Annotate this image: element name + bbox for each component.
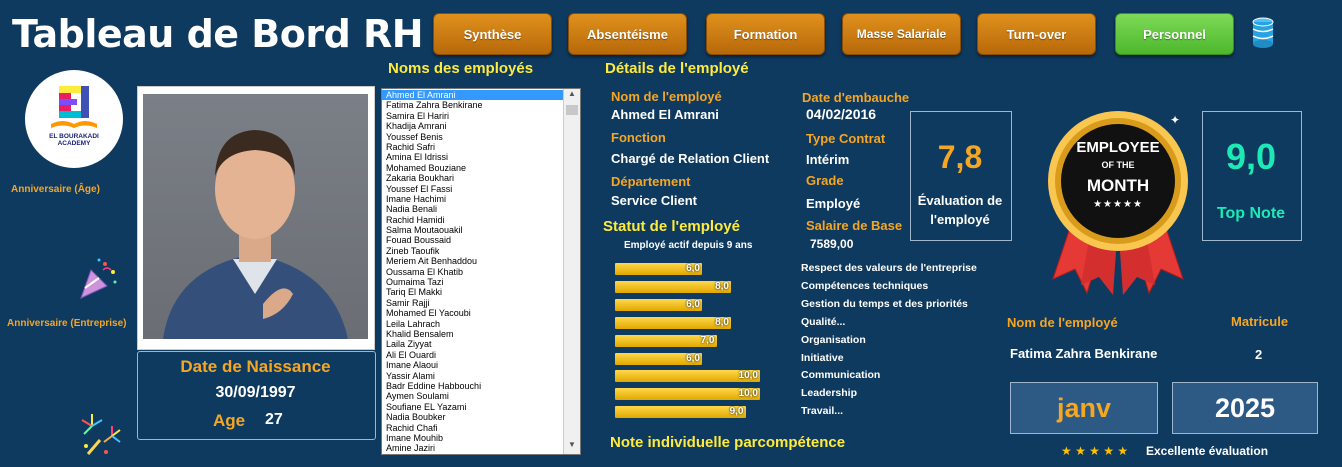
month-selector[interactable]: janv: [1010, 382, 1158, 434]
employee-list-item[interactable]: Tariq El Makki: [386, 287, 443, 298]
employee-list-item[interactable]: Amina El Idrissi: [386, 152, 449, 163]
anniversary-age-label: Anniversaire (Âge): [11, 184, 100, 195]
chart-category-label: Initiative: [801, 351, 844, 364]
rating-stars: ★ ★ ★ ★ ★: [1061, 444, 1129, 458]
chart-category-label: Compétences techniques: [801, 279, 929, 292]
grade-value: Employé: [806, 196, 861, 211]
sparkle-icon: ✦: [1170, 113, 1181, 127]
year-selector[interactable]: 2025: [1172, 382, 1318, 434]
evaluation-label: Évaluation de l'employé: [917, 193, 1003, 227]
matricule-value: 2: [1255, 347, 1263, 362]
employee-list-item[interactable]: Rachid Safri: [386, 141, 436, 152]
employee-list-item[interactable]: Badr Eddine Habbouchi: [386, 380, 482, 391]
nav-synthese-button[interactable]: Synthèse: [433, 13, 552, 55]
scroll-thumb[interactable]: [566, 105, 578, 115]
chart-category-label: Qualité...: [801, 315, 846, 328]
chart-bar-value: 6,0: [686, 298, 700, 310]
employee-list-item[interactable]: Khalid Bensalem: [386, 328, 454, 339]
chart-category-label: Communication: [801, 369, 881, 382]
chart-bar-row: [615, 281, 731, 293]
employee-list-item[interactable]: Imane Mouhib: [386, 432, 444, 443]
employee-list-item[interactable]: Mohamed El Yacoubi: [386, 308, 471, 319]
age-label: Age: [213, 411, 246, 430]
chart-bar-value: 6,0: [686, 352, 700, 364]
chart-category-label: Organisation: [801, 333, 866, 346]
chart-category-label: Leadership: [801, 387, 858, 400]
employee-list-item[interactable]: Ali El Ouardi: [386, 349, 437, 360]
employee-list-item[interactable]: Youssef El Fassi: [386, 183, 453, 194]
chart-bar-value: 9,0: [729, 406, 744, 418]
employee-list-item[interactable]: Salma Moutaouakil: [386, 225, 463, 236]
name-label: Nom de l'employé: [611, 89, 722, 104]
name-value: Ahmed El Amrani: [611, 107, 719, 122]
nav-formation-button[interactable]: Formation: [706, 13, 825, 55]
month-name-label: Nom de l'employé: [1007, 315, 1118, 330]
chart-category-label: Gestion du temps et des priorités: [801, 297, 968, 310]
fonction-value: Chargé de Relation Client: [611, 151, 770, 166]
employee-list-item[interactable]: Zakaria Boukhari: [386, 173, 455, 184]
logo-text: EL BOURAKADI ACADEMY: [49, 133, 99, 147]
chart-bar-row: [615, 370, 760, 382]
employee-list-item[interactable]: Soufiane EL Yazami: [386, 401, 467, 412]
contract-value: Intérim: [806, 152, 850, 167]
employee-list-item[interactable]: Nadia Benali: [386, 204, 438, 215]
department-value: Service Client: [611, 193, 697, 208]
chart-bar-row: [615, 317, 731, 329]
chart-bar: [615, 263, 702, 275]
employee-list-item[interactable]: Fouad Boussaid: [386, 235, 452, 246]
listbox-scrollbar[interactable]: [563, 89, 580, 454]
month-employee-name: Fatima Zahra Benkirane: [1010, 346, 1158, 361]
employee-list-item[interactable]: Zineb Taoufik: [386, 245, 440, 256]
nav-masse-salariale-button[interactable]: Masse Salariale: [842, 13, 961, 55]
chart-bar-row: [615, 353, 702, 365]
chart-bar-value: 10,0: [738, 388, 758, 400]
nav-personnel-button[interactable]: Personnel: [1115, 13, 1234, 55]
matricule-label: Matricule: [1231, 314, 1289, 329]
employee-list-title: Noms des employés: [388, 60, 534, 77]
badge-line1: EMPLOYEE: [1076, 139, 1160, 156]
employee-list-item[interactable]: Laila Ziyyat: [386, 339, 432, 350]
employee-list-item[interactable]: Yassir Alami: [386, 370, 435, 381]
chart-bar-row: [615, 335, 717, 347]
employee-list-item[interactable]: Samir Rajji: [386, 297, 430, 308]
chart-bar: [615, 353, 702, 365]
hire-date-label: Date d'embauche: [802, 90, 910, 105]
employee-list-item[interactable]: Nadia Boubker: [386, 412, 446, 423]
chart-bar-row: [615, 299, 702, 311]
fonction-label: Fonction: [611, 130, 666, 145]
party-popper-icon: [75, 256, 121, 307]
database-icon[interactable]: [1251, 17, 1275, 54]
chart-category-label: Respect des valeurs de l'entreprise: [801, 262, 977, 274]
top-note-value: 9,0: [1225, 136, 1277, 177]
scroll-up-icon[interactable]: ▲: [568, 89, 576, 98]
evaluation-value: 7,8: [937, 139, 983, 175]
top-note-label: Top Note: [1216, 205, 1286, 222]
scroll-down-icon[interactable]: ▼: [568, 440, 576, 449]
hire-date-value: 04/02/2016: [806, 106, 877, 122]
employee-list-item[interactable]: Youssef Benis: [386, 131, 443, 142]
employee-list-item[interactable]: Oussama El Khatib: [386, 266, 464, 277]
chart-bar: [615, 335, 717, 347]
badge-stars: ★★★★★: [1093, 199, 1143, 210]
chart-bar: [615, 406, 746, 418]
employee-list-item[interactable]: Fatima Zahra Benkirane: [386, 100, 483, 111]
chart-title: Note individuelle parcompétence: [610, 434, 846, 451]
employee-photo: [143, 94, 368, 339]
chart-bar: [615, 281, 731, 293]
details-title: Détails de l'employé: [605, 60, 749, 77]
badge-line2: OF THE: [1101, 160, 1135, 170]
chart-bar-value: 8,0: [715, 280, 729, 292]
chart-bar: [615, 299, 702, 311]
salary-value: 7589,00: [810, 237, 854, 251]
salary-label: Salaire de Base: [806, 218, 903, 233]
birth-date-label: Date de Naissance: [180, 357, 331, 376]
birth-date-value: 30/09/1997: [215, 384, 296, 401]
employee-list-item[interactable]: Mohamed Bouziane: [386, 162, 467, 173]
badge-line3: MONTH: [1086, 176, 1150, 195]
employee-list-item[interactable]: Aymen Soulami: [386, 391, 449, 402]
chart-bar-value: 10,0: [738, 370, 758, 382]
nav-turnover-button[interactable]: Turn-over: [977, 13, 1096, 55]
employee-list-item[interactable]: Rachid Chafi: [386, 422, 438, 433]
contract-label: Type Contrat: [806, 131, 886, 146]
chart-bar-row: [615, 388, 760, 400]
grade-label: Grade: [806, 173, 844, 188]
chart-bar: [615, 317, 731, 329]
chart-bar-value: 7,0: [700, 334, 715, 346]
page-title: Tableau de Bord RH: [12, 12, 424, 56]
chart-bar-row: [615, 406, 746, 418]
nav-absenteisme-button[interactable]: Absentéisme: [568, 13, 687, 55]
employee-list-item[interactable]: Ahmed El Amrani: [382, 90, 580, 100]
chart-bar-value: 8,0: [715, 316, 729, 328]
employee-list-item[interactable]: Rachid Hamidi: [386, 214, 445, 225]
chart-bar-value: 6,0: [686, 263, 700, 274]
chart-bar: [615, 388, 760, 400]
employee-list-item[interactable]: Imane Alaoui: [386, 360, 439, 371]
anniversary-company-label: Anniversaire (Entreprise): [7, 318, 127, 329]
employee-list-item[interactable]: Oumaima Tazi: [386, 277, 444, 288]
employee-list-item[interactable]: Amine Jaziri: [386, 443, 436, 454]
rating-text: Excellente évaluation: [1146, 444, 1269, 458]
chart-bar-row: [615, 263, 702, 275]
employee-list-item[interactable]: Meriem Ait Benhaddou: [386, 256, 478, 267]
academy-logo: [25, 70, 123, 168]
status-text: Employé actif depuis 9 ans: [624, 240, 753, 251]
employee-list-item[interactable]: Khadija Amrani: [386, 121, 447, 132]
fireworks-icon: [80, 410, 124, 461]
status-title: Statut de l'employé: [603, 218, 740, 235]
chart-category-label: Travail...: [801, 405, 844, 418]
employee-list-item[interactable]: Imane Hachimi: [386, 193, 447, 204]
employee-listbox[interactable]: [381, 88, 581, 455]
employee-list-item[interactable]: Leila Lahrach: [386, 318, 441, 329]
department-label: Département: [611, 174, 691, 189]
employee-list-item[interactable]: Samira El Hariri: [386, 110, 450, 121]
chart-bar: [615, 370, 760, 382]
age-value: 27: [265, 411, 283, 428]
